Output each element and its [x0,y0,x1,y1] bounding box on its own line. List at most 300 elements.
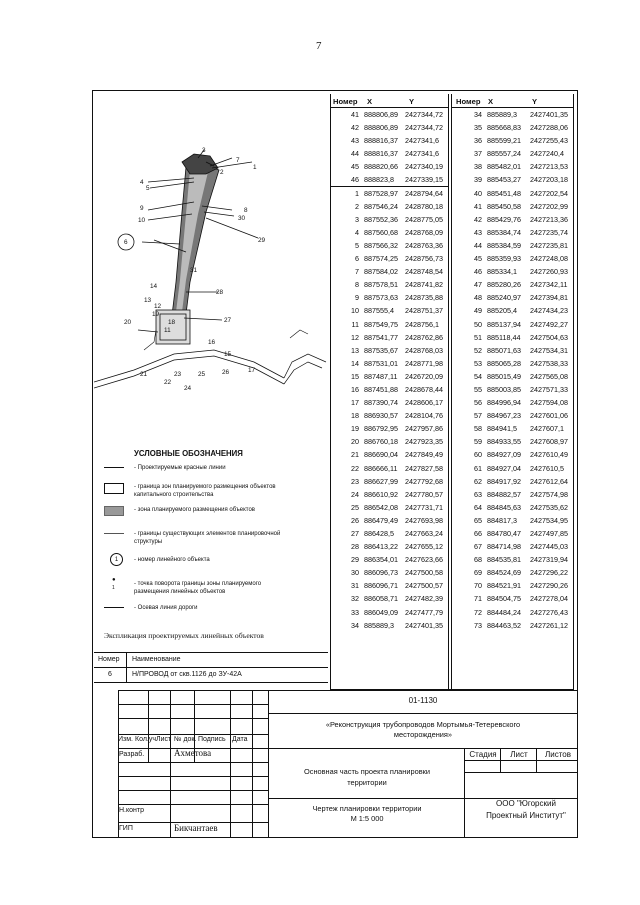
sheet-title: Чертеж планировки территории [312,804,422,813]
cell-x: 884714,98 [487,542,521,552]
cell-x: 884845,63 [487,502,521,512]
cell-y: 2428741,82 [405,280,443,290]
table-row [452,239,573,252]
callout-18: 18 [168,319,176,326]
cell-x: 887528,97 [364,188,398,198]
road-axis-symbol [104,607,124,608]
cell-x: 886479,49 [364,515,398,525]
table-row [331,540,448,553]
cell-n: 54 [474,371,482,381]
cell-x: 887573,63 [364,293,398,303]
cell-x: 887566,32 [364,240,398,250]
cell-x: 887555,4 [364,306,394,316]
cell-n: 47 [474,280,482,290]
cell-x: 887552,36 [364,214,398,224]
cell-x: 884967,23 [487,411,521,421]
cell-n: 22 [351,463,359,473]
cell-y: 2427849,49 [405,450,443,460]
cell-y: 2427341,6 [405,149,439,159]
cell-x: 884521,91 [487,581,521,591]
cell-x: 884933,55 [487,437,521,447]
cell-x: 885557,24 [487,149,521,159]
table-row [452,331,573,344]
table-row [452,252,573,265]
callout-1: 1 [253,164,257,171]
cell-n: 13 [351,345,359,355]
cell-x: 886690,04 [364,450,398,460]
header-y: Y [532,97,538,106]
cell-x: 885003,85 [487,384,521,394]
cell-x: 887451,88 [364,384,398,394]
cell-x: 884504,75 [487,594,521,604]
header-number: Номер [456,97,481,106]
scale: М 1:5 000 [350,814,384,823]
cell-y: 2428756,73 [405,254,443,264]
header-x: X [488,97,494,106]
cell-n: 34 [474,110,482,119]
cell-x: 886354,01 [364,555,398,565]
table-row [331,291,448,304]
table-row [452,606,573,619]
table-row [331,619,448,632]
cell-n: 45 [474,254,482,264]
callout-10: 10 [138,217,146,224]
cell-y: 2427663,24 [405,529,443,538]
cell-x: 888816,37 [364,149,398,159]
cell-n: 30 [351,568,359,578]
cell-n: 25 [351,502,359,512]
cell-n: 66 [474,529,482,538]
cell-n: 19 [351,424,359,434]
table-row [331,160,448,173]
table-row [331,448,448,461]
cell-n: 11 [351,319,359,329]
cell-x: 886096,73 [364,568,398,578]
table-row [452,147,573,160]
cell-x: 887560,68 [364,227,398,237]
cell-y: 2427401,35 [405,620,443,630]
cell-y: 2427500,57 [405,581,443,591]
cell-y: 2428768,03 [405,345,443,355]
table-row [452,501,573,514]
cell-x: 884917,92 [487,476,521,486]
table-row [331,435,448,448]
cell-y: 2427610,49 [530,450,568,460]
explication-header: Номер Наименование [94,653,328,668]
cell-n: 65 [474,515,482,525]
cell-y: 2428748,54 [405,267,443,277]
cell-x: 884524,69 [487,568,521,578]
cell-y: 2427290,26 [530,581,568,591]
cell-y: 2428762,86 [405,332,443,342]
cell-x: 885071,63 [487,345,521,355]
cell-n: 12 [351,332,359,342]
callout-19: 19 [152,311,160,318]
cell-n: 36 [474,136,482,146]
table-row [452,422,573,435]
cell-n: 8 [355,280,359,290]
cell-n: 14 [351,358,359,368]
cell-n: 43 [474,227,482,237]
callout-17: 17 [248,367,256,374]
table-row [452,566,573,579]
cell-n: 1 [355,188,359,198]
table-row [331,304,448,317]
table-row [452,291,573,304]
cell-n: 71 [474,594,482,604]
cell-y: 2427482,39 [405,594,443,604]
cell-x: 887549,75 [364,319,398,329]
cell-y: 2427477,79 [405,607,443,617]
cell-n: 26 [351,515,359,525]
cell-y: 2427655,12 [405,542,443,552]
cell-x: 884463,52 [487,620,521,630]
zone-boundary-symbol [104,483,124,494]
cell-y: 2427574,98 [530,489,568,499]
cell-x: 885205,4 [487,306,517,316]
table-row [331,344,448,357]
col-date: Дата [232,736,248,743]
cell-y: 2427492,27 [530,319,568,329]
table-row [331,265,448,278]
cell-y: 2427923,35 [405,437,443,447]
cell-y: 2427276,43 [530,607,568,617]
table-row [331,318,448,331]
table-row [331,462,448,475]
coordinates-table-right [451,94,574,689]
cell-y: 2427535,62 [530,502,568,512]
cell-x: 884780,47 [487,529,521,538]
cell-x: 886096,71 [364,581,398,591]
cell-n: 20 [351,437,359,447]
cell-y: 2427260,93 [530,267,568,277]
cell-x: 887546,24 [364,201,398,211]
cell-n: 41 [351,110,359,119]
cell-n: 35 [474,123,482,133]
cell-y: 2427610,5 [530,463,564,473]
table-row [452,344,573,357]
cell-y: 2427339,15 [405,175,443,185]
project-name: «Реконструкция трубопроводов Мортымья-Тетеревского месторождения» [325,720,521,739]
cell-n: 27 [351,529,359,538]
table-row [452,108,573,121]
cell-n: 29 [351,555,359,565]
cell-y: 2428751,37 [405,306,443,316]
cell-x: 886792,95 [364,424,398,434]
cell-x: 884882,57 [487,489,521,499]
cell-y: 2427571,33 [530,384,568,394]
cell-n: 42 [351,123,359,133]
cell-n: 5 [355,240,359,250]
table-row [452,370,573,383]
document-code: 01-1130 [408,696,438,705]
table-row [331,200,448,213]
gip-label: ГИП [119,825,133,832]
table-row [331,527,448,540]
cell-n: 44 [474,240,482,250]
table-row [452,187,573,200]
cell-y: 2427296,22 [530,568,568,578]
explication-title: Экспликация проектируемых линейных объектов [104,631,264,640]
cell-n: 34 [351,620,359,630]
cell-n: 23 [351,476,359,486]
cell-n: 44 [351,149,359,159]
cell-x: 884927,09 [487,450,521,460]
cell-x: 885429,76 [487,214,521,224]
callout-8: 8 [244,207,248,214]
callout-11: 11 [164,327,171,334]
cell-y: 2427261,12 [530,620,568,630]
circle-number-symbol: 1 [110,553,123,566]
sheets-label: Листов [545,750,571,759]
table-row [331,501,448,514]
table-row [331,173,448,186]
cell-y: 2427341,6 [405,136,439,146]
cell-x: 885599,21 [487,136,521,146]
callout-13: 13 [144,297,152,304]
cell-x: 886666,11 [364,463,398,473]
callout-6: 6 [124,239,128,246]
table-row [331,147,448,160]
cell-x: 885384,59 [487,240,521,250]
control-label: Н.контр [119,807,144,814]
table-row [452,278,573,291]
cell-n: 48 [474,293,482,303]
cell-x: 885451,48 [487,188,521,198]
developer-label: Разраб. [119,751,145,758]
callout-23: 23 [174,371,182,378]
table-row [331,383,448,396]
cell-n: 61 [474,463,482,473]
cell-n: 43 [351,136,359,146]
cell-y: 2428775,05 [405,214,443,224]
cell-x: 884996,94 [487,398,521,408]
cell-y: 2427534,95 [530,515,568,525]
site-plan-drawing [94,92,330,442]
cell-y: 2428606,17 [405,398,443,408]
sheet-label: Лист [510,750,528,759]
cell-x: 886428,5 [364,529,394,538]
table-row [331,252,448,265]
organization: ООО "Югорский Проектный Институт" [486,799,566,820]
callout-5: 5 [146,185,150,192]
callout-12: 12 [154,303,162,310]
cell-y: 2427342,11 [530,280,568,290]
cell-x: 885450,58 [487,201,521,211]
table-row [331,357,448,370]
callout-25: 25 [198,371,206,378]
table-row [331,592,448,605]
cell-x: 885240,97 [487,293,521,303]
explication-table [94,652,328,684]
cell-x: 888823,8 [364,175,394,185]
cell-x: 884535,81 [487,555,521,565]
cell-x: 888820,66 [364,162,398,172]
header-x: X [367,97,373,106]
cell-y: 2428756,1 [405,319,439,329]
col-kol: Кол.уч [135,736,156,743]
cell-n: 7 [355,267,359,277]
cell-y: 2427594,08 [530,398,568,408]
callout-2: 2 [220,169,224,176]
header-y: Y [409,97,415,106]
col-list: Лист [156,736,172,743]
table-row [452,200,573,213]
cell-x: 884941,5 [487,424,517,434]
callout-20: 20 [124,319,132,326]
cell-y: 2427202,54 [530,188,568,198]
coordinates-table-left [330,94,449,689]
table-row [331,108,448,121]
callout-22: 22 [164,379,172,386]
cell-y: 2427623,66 [405,555,443,565]
table-row [331,475,448,488]
cell-n: 62 [474,476,482,486]
cell-n: 69 [474,568,482,578]
callout-7: 7 [236,157,240,164]
table-row [452,396,573,409]
cell-y: 2428763,36 [405,240,443,250]
table-row [452,592,573,605]
cell-n: 31 [351,581,359,591]
cell-n: 56 [474,398,482,408]
header-number: Номер [333,97,358,106]
cell-y: 2427434,23 [530,306,568,316]
cell-y: 2427401,35 [530,110,568,119]
table-row [452,514,573,527]
cell-x: 886058,71 [364,594,398,604]
callout-29: 29 [258,237,266,244]
cell-n: 52 [474,345,482,355]
cell-n: 17 [351,398,359,408]
callout-24: 24 [184,385,192,392]
cell-x: 885889,3 [364,620,394,630]
cell-n: 59 [474,437,482,447]
cell-y: 2427340,19 [405,162,443,172]
cell-x: 887578,51 [364,280,398,290]
cell-n: 10 [351,306,359,316]
structure-line-symbol [104,533,124,534]
cell-y: 2427497,85 [530,529,568,538]
table-row [331,606,448,619]
cell-x: 887487,11 [364,371,398,381]
cell-y: 2428768,09 [405,227,443,237]
cell-y: 2427278,04 [530,594,568,604]
col-doc: № док. [174,736,197,743]
cell-x: 884927,04 [487,463,521,473]
table-row [331,187,448,200]
table-row [331,553,448,566]
red-line-symbol [104,467,124,468]
cell-x: 884484,24 [487,607,521,617]
cell-y: 2427827,58 [405,463,443,473]
cell-y: 2427608,97 [530,437,568,447]
callout-31: 31 [190,267,198,274]
cell-n: 67 [474,542,482,552]
cell-x: 884817,3 [487,515,517,525]
cell-n: 50 [474,319,482,329]
cell-y: 2427445,03 [530,542,568,552]
cell-x: 888816,37 [364,136,398,146]
cell-x: 886627,99 [364,476,398,486]
title-block [118,690,578,838]
cell-x: 888806,89 [364,123,398,133]
cell-y: 2428780,18 [405,201,443,211]
table-row [452,213,573,226]
col-sign: Подпись [198,736,226,743]
cell-y: 2426720,09 [405,371,443,381]
table-row [452,318,573,331]
cell-n: 4 [355,227,359,237]
table-row [452,134,573,147]
cell-y: 2427957,86 [405,424,443,434]
hatch-symbol [104,506,124,516]
cell-n: 42 [474,214,482,224]
table-row [452,383,573,396]
cell-y: 2427500,58 [405,568,443,578]
cell-x: 885359,93 [487,254,521,264]
legend-title: УСЛОВНЫЕ ОБОЗНАЧЕНИЯ [134,449,243,458]
table-row [452,553,573,566]
cell-n: 37 [474,149,482,159]
cell-y: 2427731,71 [405,502,443,512]
table-row [452,527,573,540]
cell-x: 886049,09 [364,607,398,617]
turn-point-symbol: ● $^1$ [112,577,116,591]
explication-row: 6 Н/ПРОВОД от скв.1126 до ЗУ-42А [94,668,328,683]
cell-x: 886542,08 [364,502,398,512]
cell-x: 885118,44 [487,332,521,342]
page-number: 7 [316,40,322,52]
document-page: 7 1 2 3 4 5 6 7 8 9 10 11 12 13 14 15 16 17 18 19 20 21 22 23 24 25 26 27 28 29 30 31 Номер X Y 41 888806,89 2427344,72 42 888806,89 2427344,72 43 888816,37 2427341,6 44 888816,37 2427341,6 45 888820,66 2427340,19 46 888823,8 2427339,15 1 887528,97 2428794,64 2 887546,24 2428780,18 3 887552,36 2428775,05 4 887560,68 2428768,09 5 887566,32 2428763,36 6 887574,25 2428756,73 7 887584,02 2428748,54 8 887578,51 2428741,82 9 887573,63 2428735,88 10 887555,4 2428751,37 11 887549,75 2428756,1 12 887541,77 2428762,86 13 887535,67 2428768,03 14 887531,01 2428771,98 15 887487,11 2426720,09 16 887451,88 2428678,44 17 887390,74 2428606,17 18 886930,57 2428104,76 19 886792,95 2427957,86 20 886760,18 2427923,35 21 886690,04 2427849,49 22 886666,11 2427827,58 23 886627,99 2427792,68 24 886610,92 2427780,57 25 886542,08 2427731,71 26 886479,49 2427693,98 27 886428,5 2427663,24 28 886413,22 2427655,12 29 886354,01 2427623,66 30 886096,73 2427500,58 31 886096,71 2427500,57 32 886058,71 2427482,39 33 886049,09 2427477,79 34 885889,3 2427401,35 Номер X Y 34 885889,3 2427401,35 35 885668,83 2427288,06 36 885599,21 2427255,43 37 885557,24 2427240,4 38 885482,01 2427213,53 39 885453,27 2427203,18 40 885451,48 2427202,54 41 885450,58 2427202,99 42 885429,76 2427213,36 43 885384,74 2427235,74 44 885384,59 2427235,81 45 885359,93 2427248,08 46 885334,1 2427260,93 47 885280,26 2427342,11 48 885240,97 2427394,81 49 885205,4 2427434,23 50 885137,94 2427492,27 51 885118,44 2427504,63 52 885071,63 2427534,31 53 885065,28 2427538,33 54 885015,49 2427565,08 55 885003,85 2427571,33 56 884996,94 2427594,08 57 884967,23 2427601,06 58 884941,5 2427607,1 59 884933,55 2427608,97 60 884927,09 2427610,49 61 884927,04 2427610,5 62 884917,92 2427612,64 63 884882,57 2427574,98 64 884845,63 2427535,62 65 884817,3 2427534,95 66 884780,47 2427497,85 67 884714,98 2427445,03 68 884535,81 2427319,94 69 884524,69 2427296,22 70 884521,91 2427290,26 71 884504,75 2427278,04 72 884484,24 2427276,43 73 884463,52 2427261,12 УСЛОВНЫЕ ОБОЗНАЧЕНИЯ - Проектируемые красные линии - граница зон планируемого размещения объектов капитального строительства - зона планируемого размещения объектов - границы существующих элементов планировочной структуры 1 - номер линейного объекта ● $^1$ - точка поворота границы зоны планируемого размещения линейных объектов - Осевая линия дороги Экспликация проектируемых линейных объектов Номер Наименование 6 Н/ПРОВОД от скв.1126 до ЗУ-42А Изм. Кол.уч Лист № док. Подпись Дата Разраб. Ахметова Н.контр ГИП Бикчантаев 01-1130 «Реконструкция трубопроводов Мортымья-Тетеревского месторождения» Основная часть проекта планировки территории Чертеж планировки территории М 1:5 000 Стадия Лист Листов ООО "Югорский Проектный Институт" [0,0,640,905]
cell-n: 46 [474,267,482,277]
cell-n: 3 [355,214,359,224]
table-row [452,619,573,632]
cell-y: 2427248,08 [530,254,568,264]
table-row [452,121,573,134]
cell-n: 45 [351,162,359,172]
cell-y: 2427780,57 [405,489,443,499]
stage-label: Стадия [469,750,497,759]
table-row [331,370,448,383]
table-header [331,94,448,108]
cell-x: 885334,1 [487,267,517,277]
callout-4: 4 [140,179,144,186]
cell-y: 2427565,08 [530,371,568,381]
cell-y: 2427534,31 [530,345,568,355]
callout-3: 3 [202,147,206,154]
cell-x: 885889,3 [487,110,517,119]
table-row [452,173,573,186]
callout-28: 28 [216,289,224,296]
cell-n: 41 [474,201,482,211]
table-row [331,566,448,579]
cell-y: 2427344,72 [405,110,443,119]
cell-n: 70 [474,581,482,591]
gip-name: Бикчантаев [174,823,218,833]
table-row [331,331,448,344]
table-row [452,579,573,592]
cell-n: 28 [351,542,359,552]
cell-y: 2427319,94 [530,555,568,565]
cell-x: 885137,94 [487,319,521,329]
callout-16: 16 [208,339,216,346]
cell-n: 72 [474,607,482,617]
table-row [331,134,448,147]
table-row [331,226,448,239]
cell-y: 2427255,43 [530,136,568,146]
cell-x: 885384,74 [487,227,521,237]
